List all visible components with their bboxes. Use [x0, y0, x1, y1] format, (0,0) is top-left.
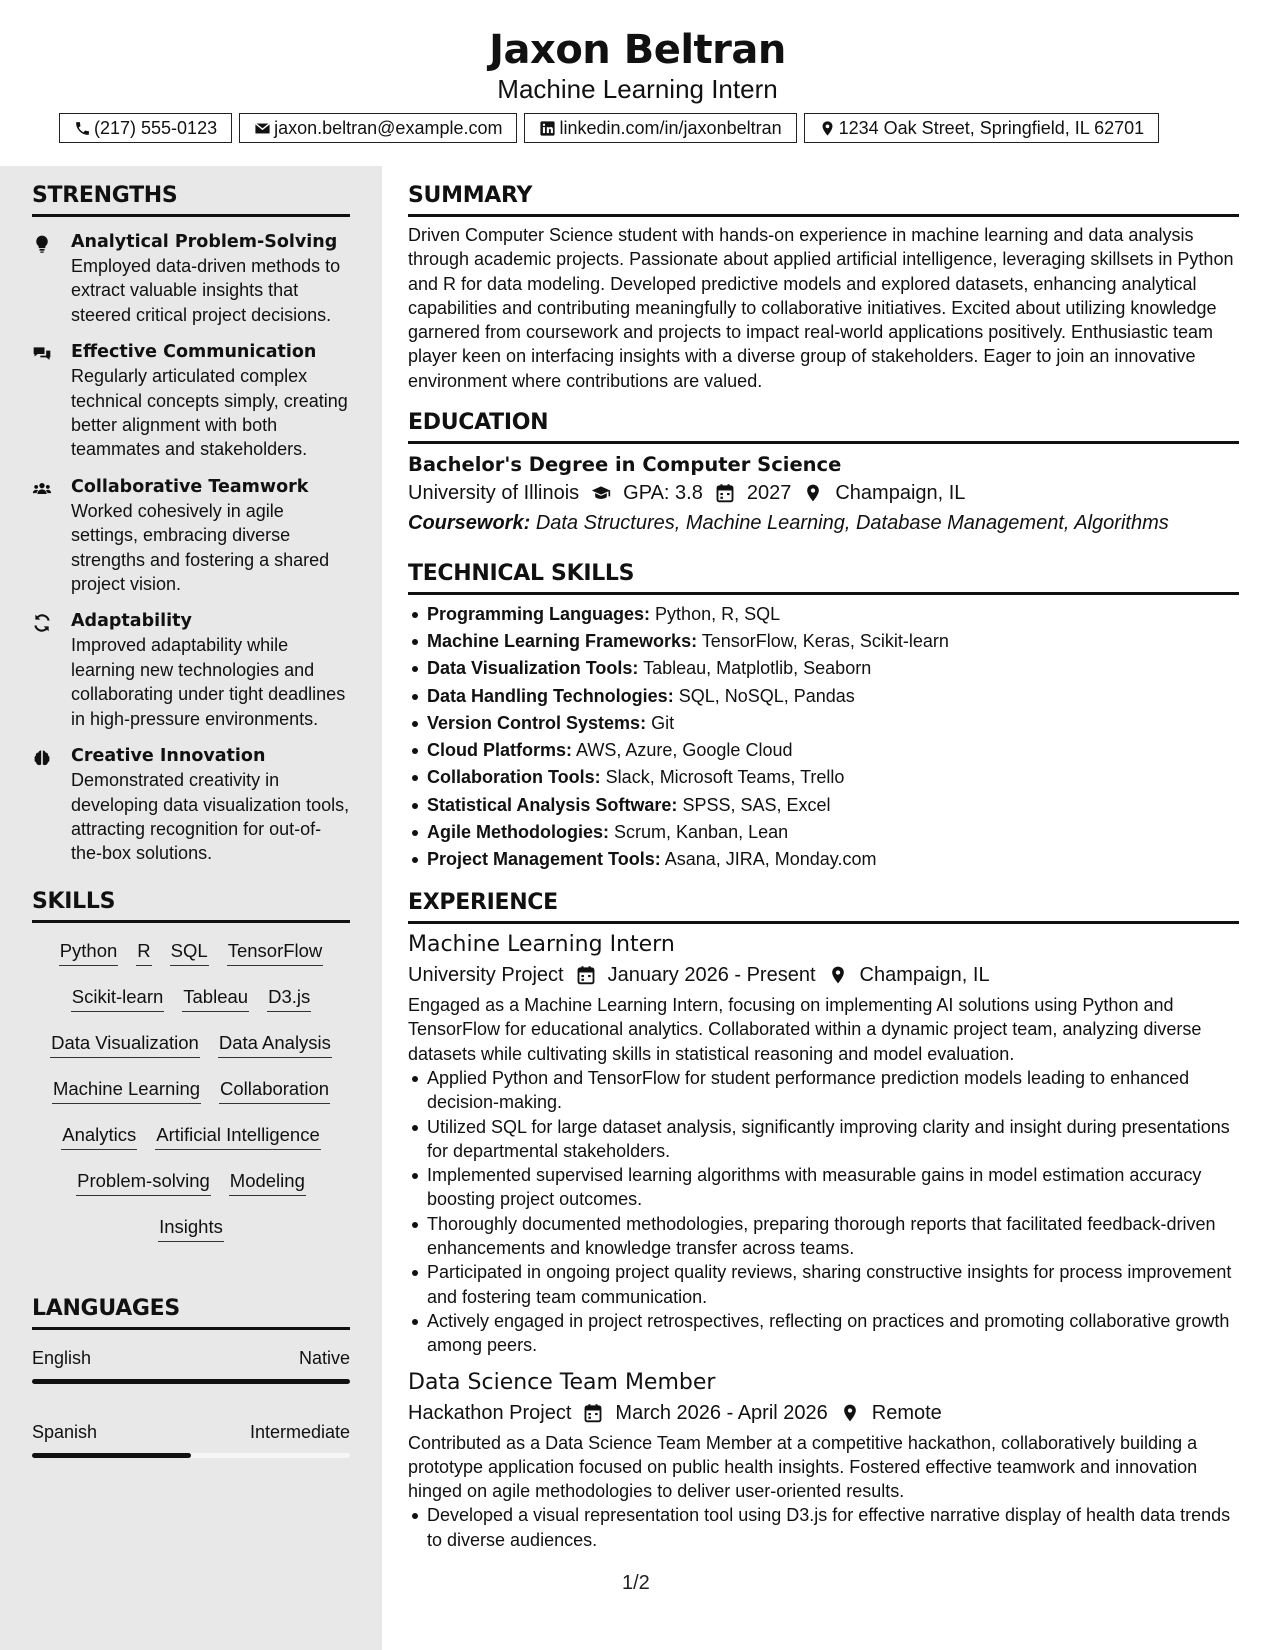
brain-icon: [32, 748, 52, 768]
job-dates: January 2026 - Present: [607, 964, 816, 987]
strength-title: Analytical Problem-Solving: [71, 232, 338, 252]
language-name: Spanish: [32, 1421, 98, 1442]
language-item: [32, 1420, 350, 1458]
linkedin-icon: [539, 120, 556, 137]
job-title: Data Science Team Member: [408, 1369, 716, 1395]
list-item: Cloud Platforms: AWS, Azure, Google Cloud: [408, 737, 1239, 764]
page-number: 1/2: [622, 1572, 650, 1594]
coursework-list: Data Structures, Machine Learning, Database Management, Algorithms: [535, 512, 1169, 535]
language-level: Native: [298, 1347, 350, 1368]
skill-tag: Machine Learning: [52, 1075, 201, 1104]
strength-desc: Demonstrated creativity in developing data visualization tools, attracting recognition for out-of-the-box solutions.: [71, 770, 350, 864]
list-item: Applied Python and TensorFlow for student performance prediction models leading to enhanced decision-making.: [408, 1066, 1239, 1115]
grad-year: 2027: [746, 482, 792, 505]
calendar-icon: [583, 1403, 603, 1423]
strength-desc: Worked cohesively in agile settings, embracing diverse strengths and fostering a shared project vision.: [71, 500, 330, 595]
strength-title: Effective Communication: [71, 342, 317, 363]
skill-tag: Collaboration: [219, 1075, 330, 1104]
summary-heading: SUMMARY: [408, 182, 1239, 217]
language-item: [32, 1346, 350, 1384]
strength-item: [32, 341, 350, 462]
language-bar: [32, 1379, 350, 1384]
list-item: Actively engaged in project retrospectives, reflecting on practices and promoting collaborative growth among peers.: [408, 1309, 1239, 1358]
job-dates: March 2026 - April 2026: [615, 1401, 828, 1424]
list-item: Machine Learning Frameworks: TensorFlow, Keras, Scikit-learn: [408, 628, 1239, 655]
list-item: Agile Methodologies: Scrum, Kanban, Lean: [408, 819, 1239, 846]
sidebar: [0, 166, 382, 1650]
address-text: 1234 Oak Street, Springfield, IL 62701: [838, 117, 1145, 138]
language-name: English: [32, 1347, 92, 1368]
skill-tag: Analytics: [61, 1121, 137, 1150]
strength-desc: Improved adaptability while learning new technologies and collaborating under tight deadlines in high-pressure environments.: [71, 635, 346, 729]
job-org: Hackathon Project: [408, 1401, 572, 1424]
list-item: Statistical Analysis Software: SPSS, SAS, Excel: [408, 792, 1239, 819]
calendar-icon: [715, 483, 735, 503]
strength-item: [32, 745, 350, 866]
job-meta: [408, 960, 1239, 990]
school-name: University of Illinois: [408, 482, 580, 505]
strength-title: Creative Innovation: [71, 746, 266, 767]
tech-skills-list: [408, 601, 1239, 873]
graduation-cap-icon: [591, 483, 611, 503]
skill-tag: D3.js: [267, 983, 311, 1012]
skill-tag: Problem-solving: [76, 1167, 211, 1196]
phone-icon: [74, 120, 91, 137]
map-pin-icon: [803, 483, 823, 503]
main-content: [408, 166, 1239, 1552]
language-level: Intermediate: [249, 1421, 350, 1442]
job-description: Contributed as a Data Science Team Member at a competitive hackathon, collaboratively building a prototype application focused on public health insights. Fostered effective teamwork and innovation hinged on agile methodologies to deliver user-oriented results.: [408, 1432, 1198, 1502]
skill-tag: Artificial Intelligence: [155, 1121, 321, 1150]
list-item: Project Management Tools: Asana, JIRA, Monday.com: [408, 846, 1239, 873]
skill-tag: Tableau: [182, 983, 249, 1012]
job-location: Champaign, IL: [859, 964, 990, 987]
job-org: University Project: [408, 964, 564, 987]
coursework-label: Coursework:: [408, 512, 531, 535]
list-item: Implemented supervised learning algorithms with measurable gains in model estimation accuracy boosting project outcomes.: [408, 1163, 1239, 1212]
skills-heading: SKILLS: [32, 888, 350, 923]
contact-phone[interactable]: [59, 113, 232, 143]
skill-tag: Data Analysis: [218, 1029, 332, 1058]
candidate-name: Jaxon Beltran: [489, 27, 786, 73]
job-meta: [408, 1398, 1239, 1428]
language-bar-fill: [32, 1379, 350, 1384]
skill-tag: Python: [59, 937, 119, 966]
list-item: Data Visualization Tools: Tableau, Matplotlib, Seaborn: [408, 655, 1239, 682]
contact-bar: [59, 113, 1159, 143]
coursework: [408, 508, 1239, 538]
school-location: Champaign, IL: [835, 482, 966, 505]
candidate-role: Machine Learning Intern: [497, 74, 778, 104]
job-description: Engaged as a Machine Learning Intern, focusing on implementing AI solutions using Python and TensorFlow for educational analytics. Collaborated within a dynamic project team, analyzing diverse datasets while cultivating skills in statistical reasoning and model evaluation.: [408, 995, 1202, 1064]
linkedin-text: linkedin.com/in/jaxonbeltran: [559, 117, 782, 138]
strengths-heading: STRENGTHS: [32, 182, 350, 217]
tech-skills-heading: TECHNICAL SKILLS: [408, 560, 1239, 595]
skill-tag: TensorFlow: [227, 937, 324, 966]
list-item: Utilized SQL for large dataset analysis, significantly improving clarity and insight during presentations for departmental stakeholders.: [408, 1115, 1239, 1164]
job-bullets: [408, 1066, 1239, 1358]
language-bar-fill: [32, 1453, 191, 1458]
strength-desc: Employed data-driven methods to extract valuable insights that steered critical project decisions.: [71, 256, 341, 325]
job-title: Machine Learning Intern: [408, 932, 675, 958]
contact-email[interactable]: [239, 113, 517, 143]
languages-heading: LANGUAGES: [32, 1295, 350, 1330]
skills-list: [32, 935, 350, 1259]
map-pin-icon: [840, 1403, 860, 1423]
map-pin-icon: [819, 120, 836, 137]
chat-bubbles-icon: [32, 344, 52, 364]
skill-tag: Modeling: [229, 1167, 306, 1196]
gpa-text: GPA: 3.8: [623, 482, 703, 505]
list-item: Data Handling Technologies: SQL, NoSQL, Pandas: [408, 683, 1239, 710]
list-item: Thoroughly documented methodologies, preparing thorough reports that facilitated feedback-driven enhancements and knowledge transfer across teams.: [408, 1212, 1239, 1261]
list-item: Version Control Systems: Git: [408, 710, 1239, 737]
skill-tag: Data Visualization: [50, 1029, 200, 1058]
summary-text: Driven Computer Science student with hands-on experience in machine learning and data analysis through academic projects. Passionate about applied artificial intelligence, leveraging skillsets in Python and R for data modeling. Developed predictive models and explored datasets, enhancing analytical capabilities and contributing meaningfully to collaborative initiatives. Excited about utilizing knowledge garnered from coursework and projects to impact real-world applications positively. Enthusiastic team player keen on interfacing insights with a diverse group of stakeholders. Eager to join an innovative environment where contributions are valued.: [408, 225, 1234, 391]
sync-icon: [32, 613, 52, 633]
strength-title: Collaborative Teamwork: [71, 476, 309, 497]
skill-tag: Scikit-learn: [71, 983, 165, 1012]
strength-item: [32, 231, 350, 327]
skill-tag: SQL: [170, 937, 209, 966]
contact-linkedin[interactable]: [524, 113, 796, 143]
map-pin-icon: [828, 965, 848, 985]
resume-header: [0, 0, 1275, 166]
envelope-icon: [254, 120, 271, 137]
list-item: Programming Languages: Python, R, SQL: [408, 601, 1239, 628]
experience-heading: EXPERIENCE: [408, 889, 1239, 924]
contact-address[interactable]: [804, 113, 1160, 143]
list-item: Collaboration Tools: Slack, Microsoft Teams, Trello: [408, 764, 1239, 791]
calendar-icon: [576, 965, 596, 985]
education-heading: EDUCATION: [408, 409, 1239, 444]
job-location: Remote: [871, 1401, 942, 1424]
strength-item: [32, 610, 350, 731]
education-meta: [408, 478, 1239, 508]
lightbulb-icon: [32, 234, 52, 254]
language-bar: [32, 1453, 350, 1458]
skill-tag: R: [136, 937, 151, 966]
strength-title: Adaptability: [71, 611, 192, 632]
email-text: jaxon.beltran@example.com: [274, 117, 503, 138]
skill-tag: Insights: [158, 1213, 224, 1242]
strength-desc: Regularly articulated complex technical concepts simply, creating better alignment with both teammates and stakeholders.: [71, 366, 348, 460]
phone-text: (217) 555-0123: [94, 117, 218, 138]
strength-item: [32, 476, 350, 597]
list-item: Developed a visual representation tool using D3.js for effective narrative display of health data trends to diverse audiences.: [408, 1503, 1239, 1552]
job-bullets: [408, 1503, 1239, 1552]
users-icon: [32, 479, 52, 499]
list-item: Participated in ongoing project quality reviews, sharing constructive insights for process improvement and fostering team communication.: [408, 1260, 1239, 1309]
degree-title: Bachelor's Degree in Computer Science: [408, 453, 842, 477]
